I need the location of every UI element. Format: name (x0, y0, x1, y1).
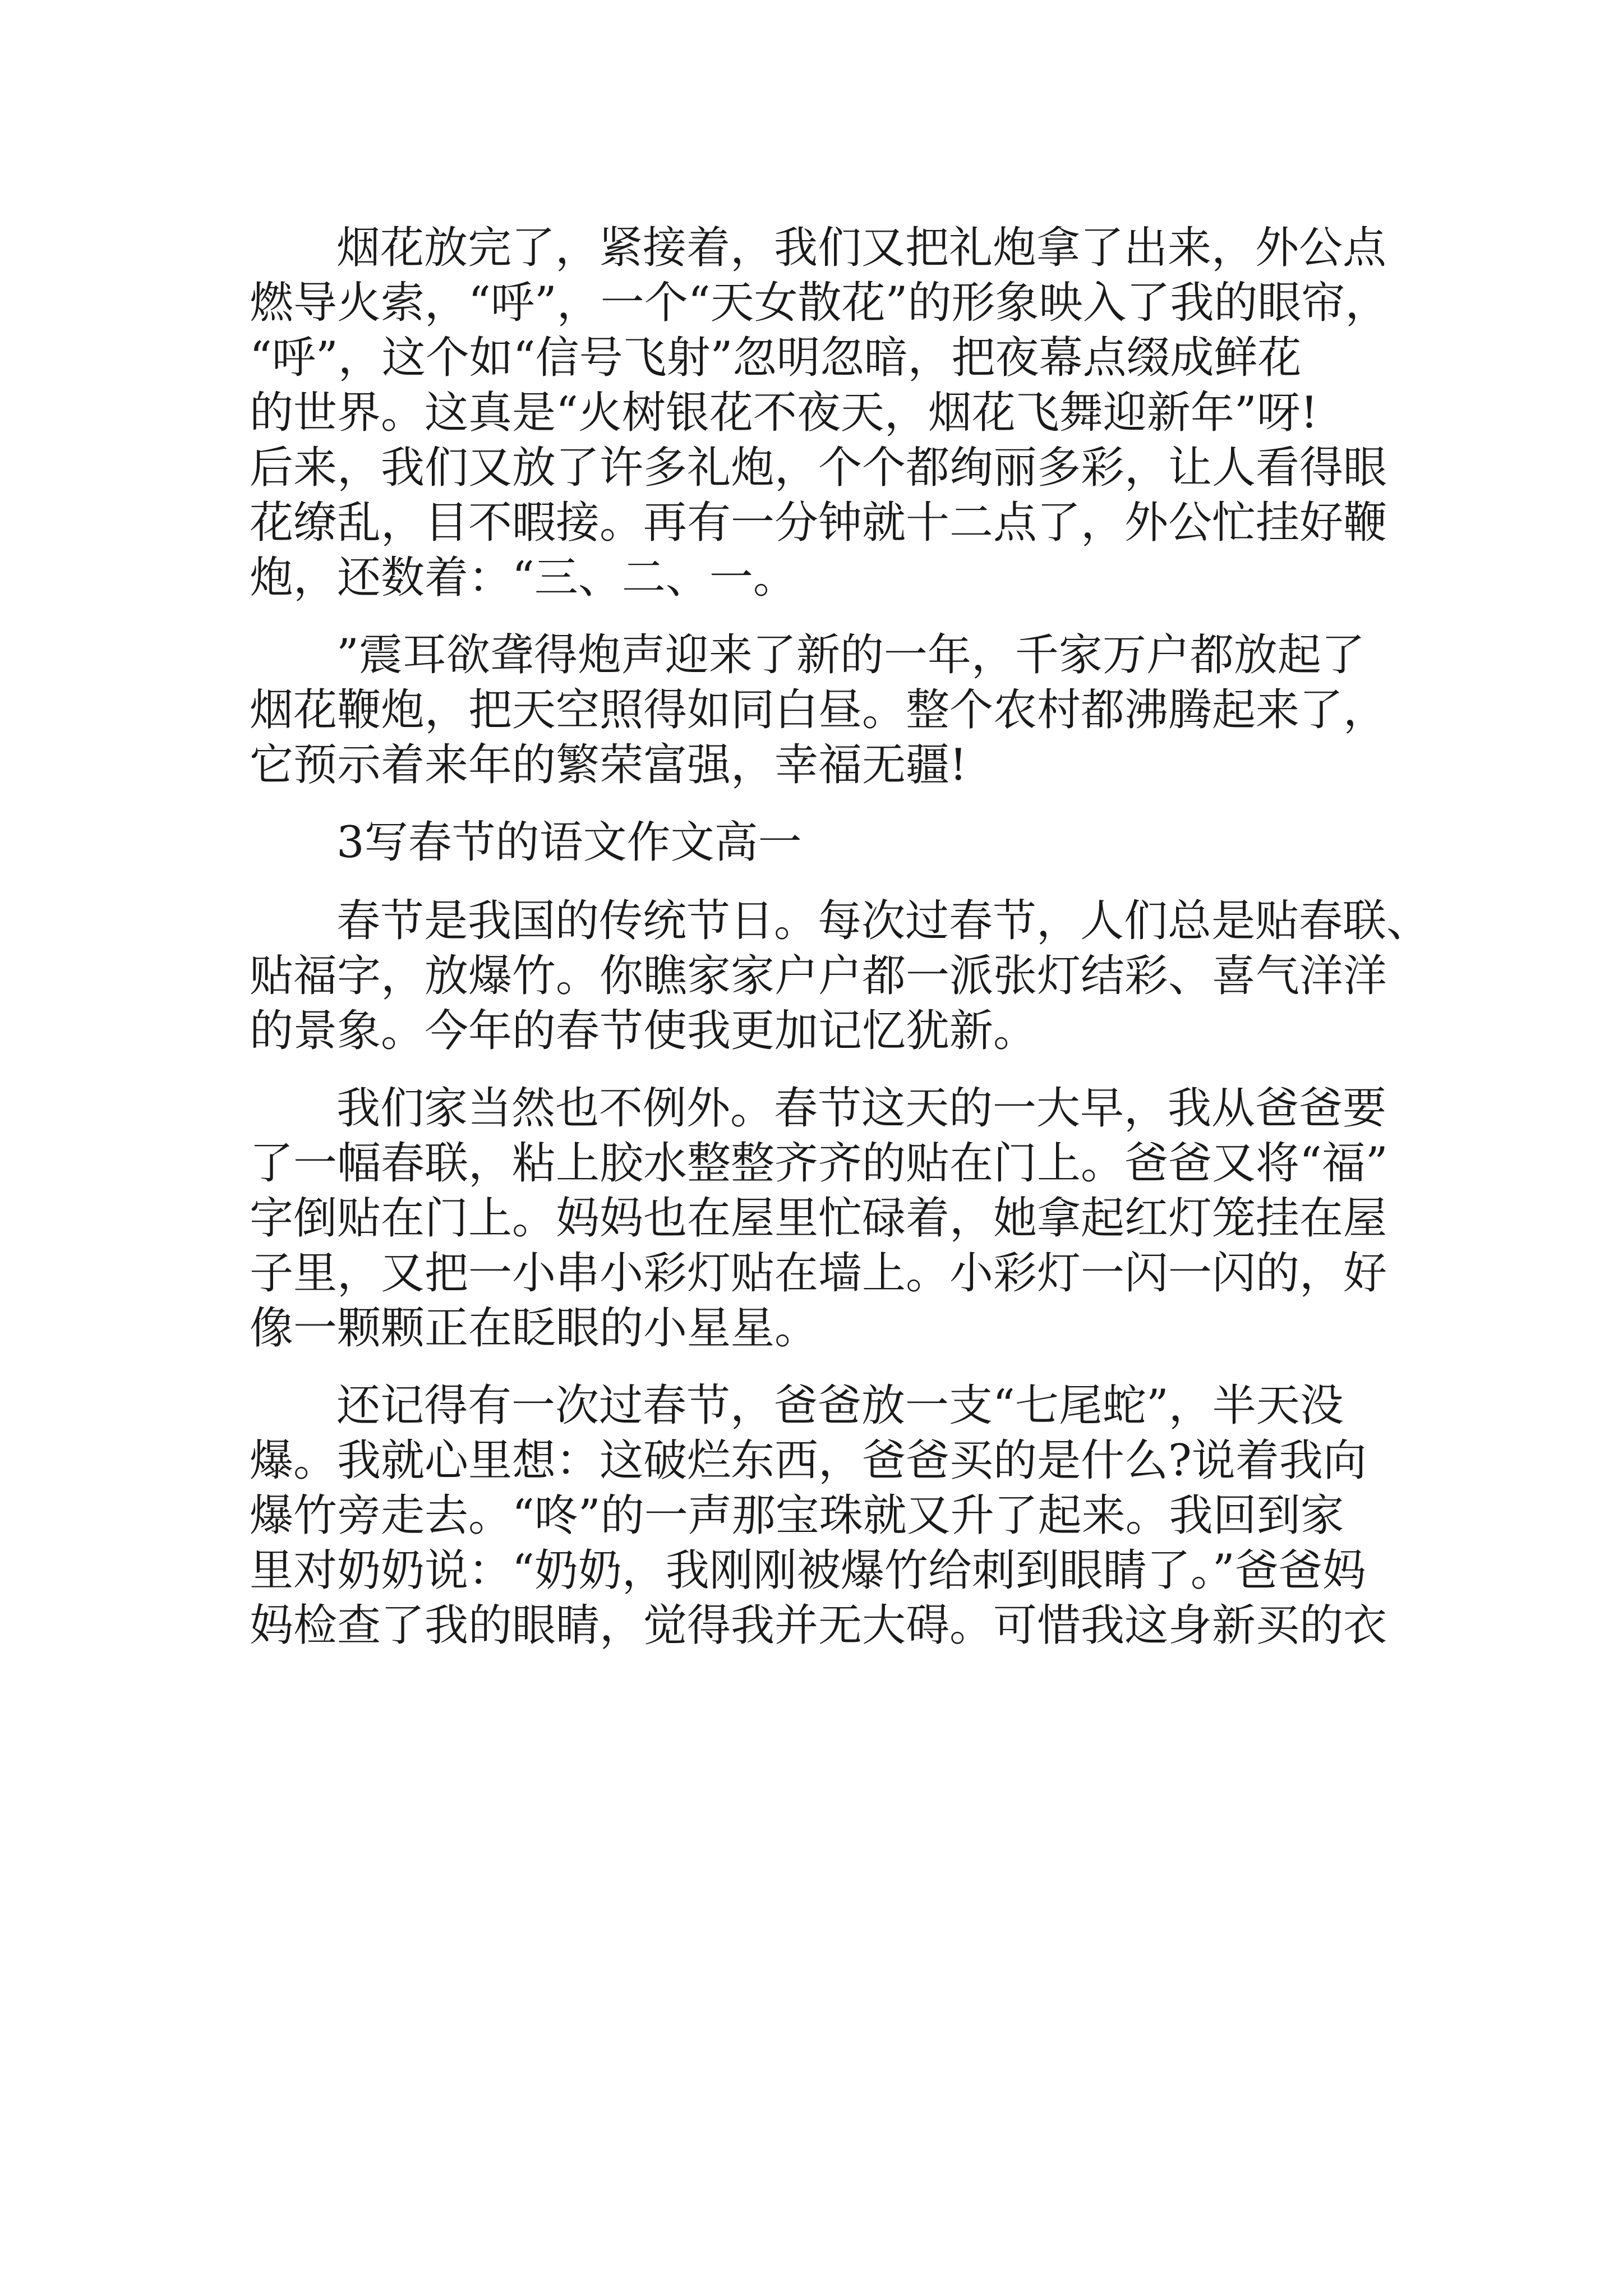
paragraph-line: 妈检查了我的眼睛，觉得我并无大碍。可惜我这身新买的衣 (250, 1600, 1387, 1651)
paragraph-line: 了一幅春联，粘上胶水整整齐齐的贴在门上。爸爸又将“福” (250, 1138, 1388, 1189)
section-heading: 3写春节的语文作文高一 (336, 817, 802, 868)
paragraph-line: 的世界。这真是“火树银花不夜天，烟花飞舞迎新年”呀! (250, 388, 1318, 438)
paragraph-line: ”震耳欲聋得炮声迎来了新的一年，千家万户都放起了 (336, 630, 1365, 680)
paragraph-line: 烟花放完了，紧接着，我们又把礼炮拿了出来，外公点 (336, 223, 1387, 273)
paragraph-line: 爆。我就心里想：这破烂东西，爸爸买的是什么?说着我向 (250, 1435, 1367, 1486)
paragraph-line: 春节是我国的传统节日。每次过春节，人们总是贴春联、 (336, 896, 1431, 946)
paragraph-line: 像一颗颗正在眨眼的小星星。 (250, 1303, 819, 1354)
paragraph-line: 贴福字，放爆竹。你瞧家家户户都一派张灯结彩、喜气洋洋 (250, 951, 1387, 1001)
paragraph-line: 后来，我们又放了许多礼炮，个个都绚丽多彩，让人看得眼 (250, 443, 1387, 493)
paragraph-line: “呼”，这个如“信号飞射”忽明忽暗，把夜幕点缀成鲜花 (250, 333, 1302, 383)
paragraph-line: 还记得有一次过春节，爸爸放一支“七尾蛇”，半天没 (336, 1381, 1344, 1431)
paragraph-line: 里对奶奶说：“奶奶，我刚刚被爆竹给刺到眼睛了。”爸爸妈 (250, 1545, 1366, 1596)
paragraph-line: 燃导火索，“呼”，一个“天女散花”的形象映入了我的眼帘， (250, 278, 1389, 328)
paragraph-line: 炮，还数着：“三、二、一。 (250, 553, 797, 603)
paragraph-line: 子里，又把一小串小彩灯贴在墙上。小彩灯一闪一闪的，好 (250, 1248, 1387, 1299)
paragraph-line: 它预示着来年的繁荣富强，幸福无疆! (250, 740, 967, 790)
paragraph-line: 字倒贴在门上。妈妈也在屋里忙碌着，她拿起红灯笼挂在屋 (250, 1193, 1387, 1244)
paragraph-line: 的景象。今年的春节使我更加记忆犹新。 (250, 1006, 1038, 1056)
paragraph-line: 花缭乱，目不暇接。再有一分钟就十二点了，外公忙挂好鞭 (250, 498, 1387, 548)
paragraph-line: 我们家当然也不例外。春节这天的一大早，我从爸爸要 (336, 1083, 1387, 1134)
paragraph-line: 烟花鞭炮，把天空照得如同白昼。整个农村都沸腾起来了， (250, 685, 1387, 735)
paragraph-line: 爆竹旁走去。“咚”的一声那宝珠就又升了起来。我回到家 (250, 1490, 1344, 1541)
